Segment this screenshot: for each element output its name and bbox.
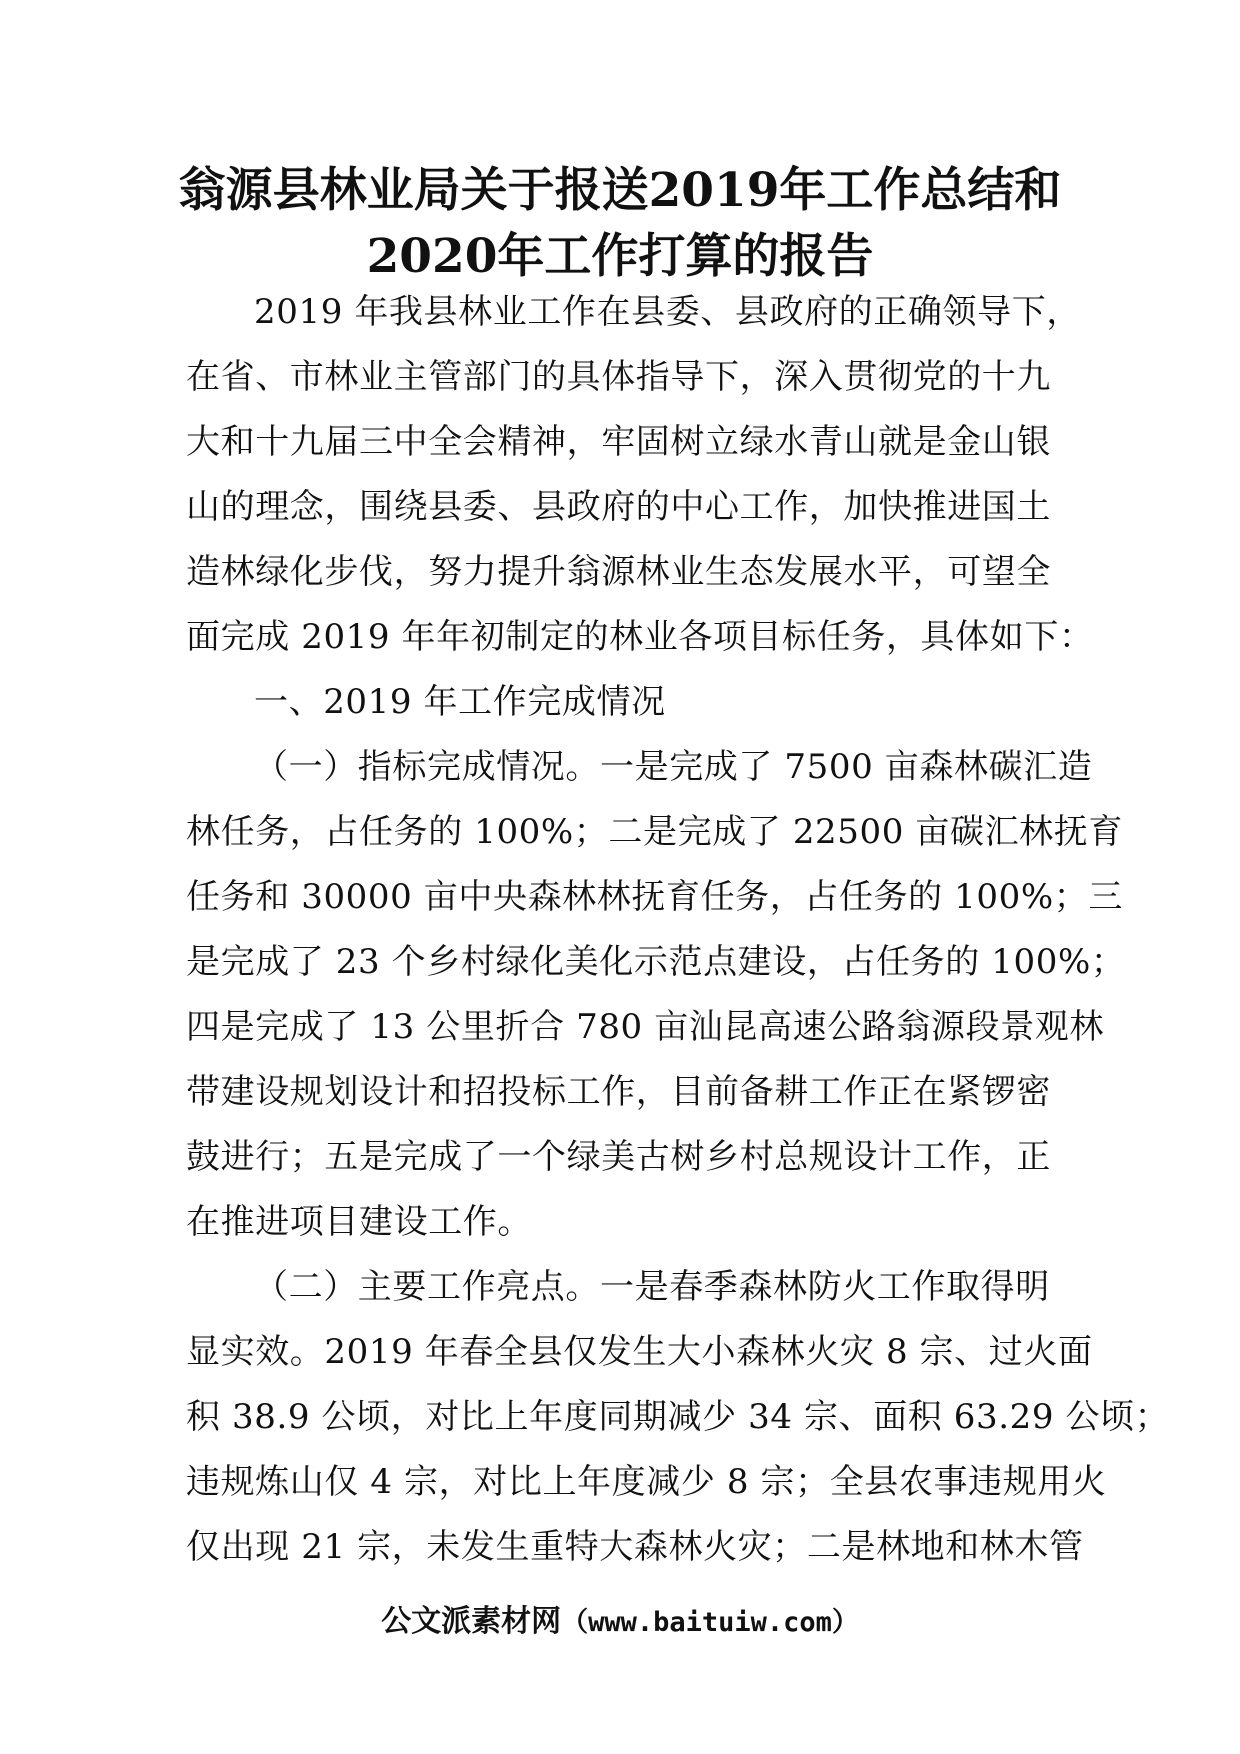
text-line: 仅出现 21 宗，未发生重特大森林火灾；二是林地和林木管 [186,1527,1084,1567]
text-line: 在省、市林业主管部门的具体指导下，深入贯彻党的十九 [186,357,1051,397]
text-line: 带建设规划设计和招投标工作，目前备耕工作正在紧锣密 [186,1072,1051,1112]
text-line: 四是完成了 13 公里折合 780 亩汕昆高速公路翁源段景观林 [186,1007,1104,1047]
text-line: 违规炼山仅 4 宗，对比上年度减少 8 宗；全县农事违规用火 [186,1462,1107,1502]
text-line: （二）主要工作亮点。一是春季森林防火工作取得明 [254,1267,1050,1307]
text-line: 鼓进行；五是完成了一个绿美古树乡村总规设计工作，正 [186,1137,1051,1177]
text-line: 在推进项目建设工作。 [186,1202,532,1242]
text-line: （一）指标完成情况。一是完成了 7500 亩森林碳汇造 [254,747,1093,787]
footer-watermark [0,1604,1240,1641]
text-line: 大和十九届三中全会精神，牢固树立绿水青山就是金山银 [186,422,1051,462]
text-line: 山的理念，围绕县委、县政府的中心工作，加快推进国土 [186,487,1051,527]
text-line: 积 38.9 公顷，对比上年度同期减少 34 宗、面积 63.29 公顷； [186,1397,1170,1437]
title-line: 2020年工作打算的报告 [366,229,874,284]
text-line: 是完成了 23 个乡村绿化美化示范点建设，占任务的 100%； [186,942,1126,982]
text-line: 显实效。2019 年春全县仅发生大小森林火灾 8 宗、过火面 [186,1332,1093,1372]
text-line: 2019 年我县林业工作在县委、县政府的正确领导下， [254,292,1081,332]
document-body [186,292,1170,1592]
text-line: 任务和 30000 亩中央森林林抚育任务，占任务的 100%；三 [186,877,1123,917]
text-line: 造林绿化步伐，努力提升翁源林业生态发展水平，可望全 [186,552,1051,592]
title-line: 翁源县林业局关于报送2019年工作总结和 [178,163,1062,218]
footer-site-url: （www.baituiw.com） [561,1607,859,1638]
text-line: 林任务，占任务的 100%；二是完成了 22500 亩碳汇林抚育 [186,812,1123,852]
document-title [150,158,1090,290]
footer-site-name: 公文派素材网 [381,1604,562,1639]
text-line: 面完成 2019 年年初制定的林业各项目标任务，具体如下： [186,617,1094,657]
text-line: 一、2019 年工作完成情况 [254,682,666,722]
